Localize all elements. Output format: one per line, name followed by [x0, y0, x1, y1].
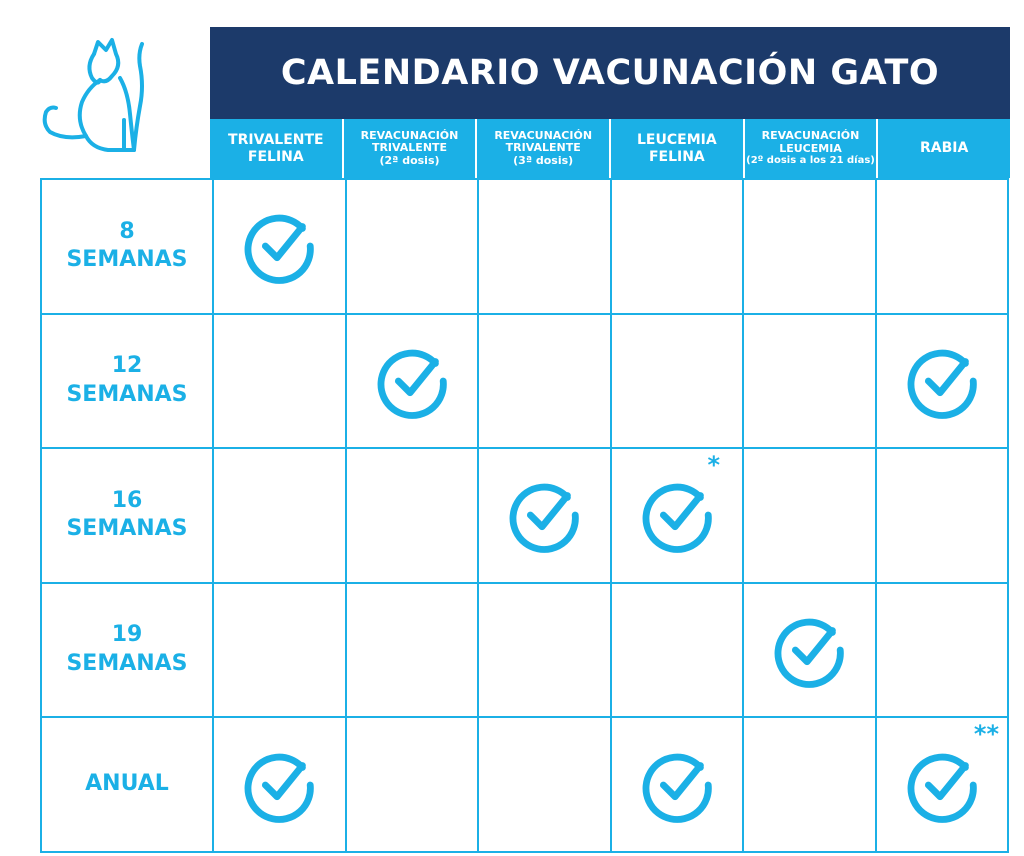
- column-header-line2: FELINA: [648, 148, 705, 165]
- check-circle-icon: [373, 342, 451, 420]
- table-row: [41, 314, 1008, 449]
- schedule-cell: [346, 717, 479, 852]
- check-circle-icon: [770, 611, 848, 689]
- row-label: [41, 717, 213, 852]
- schedule-cell: [611, 583, 744, 718]
- check-circle-icon: [903, 342, 981, 420]
- column-header: [475, 119, 609, 178]
- footnote-asterisk: *: [707, 451, 720, 480]
- column-header: [743, 119, 877, 178]
- schedule-cell: [478, 717, 611, 852]
- page-title: CALENDARIO VACUNACIÓN GATO: [280, 53, 940, 93]
- schedule-cell: [213, 448, 346, 583]
- column-header-line2: FELINA: [247, 148, 304, 165]
- check-circle-icon: [903, 746, 981, 824]
- check-circle-icon: [240, 746, 318, 824]
- schedule-cell: [478, 179, 611, 314]
- schedule-cell: [876, 314, 1009, 449]
- schedule-cell: [611, 448, 744, 583]
- vaccination-grid: [40, 178, 1009, 853]
- column-header-line1: LEUCEMIA: [637, 132, 717, 149]
- column-header-line1: TRIVALENTE: [228, 132, 324, 149]
- row-label: [41, 583, 213, 718]
- schedule-cell: [611, 314, 744, 449]
- column-header-line2: TRIVALENTE: [371, 141, 448, 155]
- schedule-cell: [478, 448, 611, 583]
- schedule-cell: [743, 448, 876, 583]
- column-header: [609, 119, 743, 178]
- row-label-label-line1: 19: [111, 622, 143, 648]
- column-header-line2: TRIVALENTE: [505, 141, 581, 155]
- check-circle-icon: [638, 476, 716, 554]
- row-label: [41, 314, 213, 449]
- table-row: [41, 179, 1008, 314]
- schedule-cell: [611, 179, 744, 314]
- check-circle-icon: [505, 476, 583, 554]
- row-label: [41, 179, 213, 314]
- column-header: [210, 119, 342, 178]
- column-header-row: [210, 119, 1010, 178]
- column-header-line2: LEUCEMIA: [779, 141, 842, 155]
- row-label: [41, 448, 213, 583]
- column-header-line3: (3ª dosis): [513, 153, 574, 167]
- check-circle-icon: [638, 746, 716, 824]
- schedule-cell: [743, 314, 876, 449]
- row-label-label-line2: SEMANAS: [66, 247, 188, 273]
- column-header-line1: REVACUNACIÓN: [761, 129, 860, 143]
- row-label-label-line2: SEMANAS: [66, 516, 188, 542]
- schedule-cell: [876, 179, 1009, 314]
- schedule-cell: [346, 179, 479, 314]
- schedule-cell: [213, 179, 346, 314]
- column-header-line3: (2ª dosis): [379, 153, 440, 167]
- column-header: [876, 119, 1010, 178]
- schedule-cell: [876, 448, 1009, 583]
- schedule-cell: [213, 717, 346, 852]
- schedule-cell: [876, 583, 1009, 718]
- column-header-line3: (2º dosis a los 21 días): [746, 155, 875, 167]
- schedule-cell: [743, 583, 876, 718]
- schedule-cell: [346, 448, 479, 583]
- schedule-cell: [213, 314, 346, 449]
- row-label-label-line2: SEMANAS: [66, 381, 188, 407]
- title-bar: [210, 27, 1010, 119]
- row-label-label-line1: 16: [111, 487, 143, 513]
- schedule-cell: [346, 314, 479, 449]
- row-label-label-line2: SEMANAS: [66, 651, 188, 677]
- row-label-label-line1: 8: [119, 218, 135, 244]
- column-header-line1: REVACUNACIÓN: [494, 128, 593, 142]
- table-row: [41, 448, 1008, 583]
- schedule-cell: [611, 717, 744, 852]
- cat-silhouette-icon: [36, 36, 148, 160]
- check-circle-icon: [240, 207, 318, 285]
- schedule-cell: [478, 314, 611, 449]
- table-row: [41, 717, 1008, 852]
- schedule-cell: [743, 717, 876, 852]
- schedule-cell: [743, 179, 876, 314]
- column-header-line1: RABIA: [920, 140, 969, 157]
- column-header-line1: REVACUNACIÓN: [360, 128, 459, 142]
- column-header: [342, 119, 476, 178]
- footnote-asterisk: **: [973, 720, 999, 749]
- row-label-label-line1: ANUAL: [85, 771, 169, 797]
- schedule-cell: [478, 583, 611, 718]
- schedule-cell: [876, 717, 1009, 852]
- table-row: [41, 583, 1008, 718]
- schedule-cell: [213, 583, 346, 718]
- schedule-cell: [346, 583, 479, 718]
- row-label-label-line1: 12: [111, 353, 143, 379]
